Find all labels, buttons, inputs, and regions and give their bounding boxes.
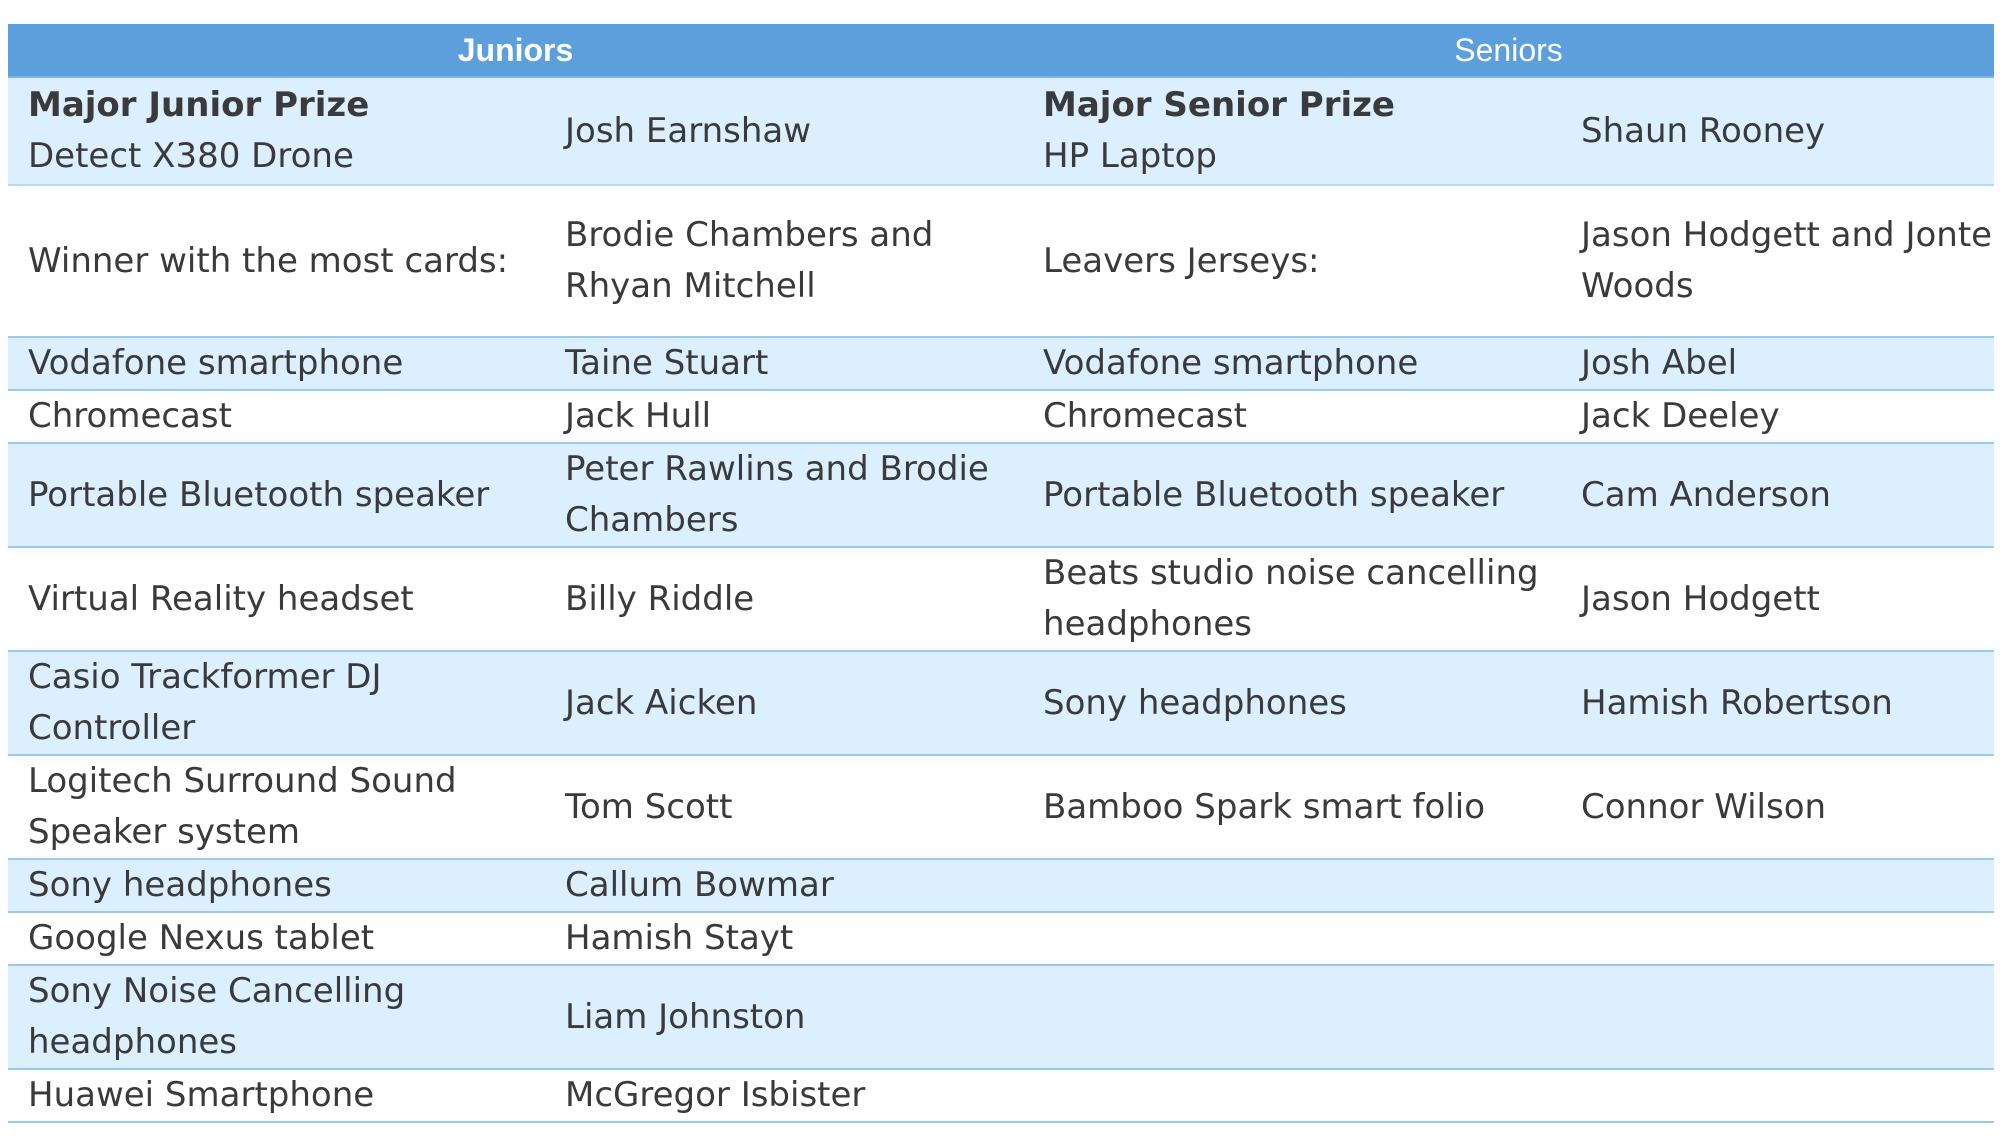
junior-prize: Vodafone smartphone <box>8 337 545 390</box>
table-header-row <box>8 24 1994 77</box>
senior-prize: Sony headphones <box>1023 651 1561 755</box>
junior-prize: Huawei Smartphone <box>8 1069 545 1122</box>
senior-prize: Vodafone smartphone <box>1023 337 1561 390</box>
major-junior-prize-title: Major Junior Prize <box>28 85 370 125</box>
senior-winner: Hamish Robertson <box>1561 651 1994 755</box>
junior-winner: Billy Riddle <box>545 547 1023 651</box>
senior-winner: Jason Hodgett <box>1561 547 1994 651</box>
senior-prize: Chromecast <box>1023 390 1561 443</box>
junior-prize: Sony headphones <box>8 859 545 912</box>
table-row <box>8 859 1994 912</box>
senior-winner <box>1561 965 1994 1069</box>
junior-winner: Liam Johnston <box>545 965 1023 1069</box>
major-junior-prize-item: Detect X380 Drone <box>28 136 354 176</box>
senior-winner: Jason Hodgett and Jonte Woods <box>1561 185 1994 337</box>
junior-prize: Chromecast <box>8 390 545 443</box>
junior-winner: Brodie Chambers and Rhyan Mitchell <box>545 185 1023 337</box>
junior-prize: Google Nexus tablet <box>8 912 545 965</box>
senior-winner: Connor Wilson <box>1561 755 1994 859</box>
table-row <box>8 443 1994 547</box>
senior-prize <box>1023 912 1561 965</box>
senior-winner: Jack Deeley <box>1561 390 1994 443</box>
junior-prize: Sony Noise Cancelling headphones <box>8 965 545 1069</box>
senior-prize: Bamboo Spark smart folio <box>1023 755 1561 859</box>
senior-prize: Beats studio noise cancelling headphones <box>1023 547 1561 651</box>
table-row <box>8 390 1994 443</box>
table-row <box>8 185 1994 337</box>
junior-winner: Peter Rawlins and Brodie Chambers <box>545 443 1023 547</box>
junior-prize: Logitech Surround Sound Speaker system <box>8 755 545 859</box>
major-prize-row <box>8 77 1994 185</box>
table-row <box>8 651 1994 755</box>
senior-winner <box>1561 1069 1994 1122</box>
prize-winners-table <box>8 24 1994 1123</box>
juniors-header: Juniors <box>8 24 1023 77</box>
senior-prize: Portable Bluetooth speaker <box>1023 443 1561 547</box>
senior-winner: Cam Anderson <box>1561 443 1994 547</box>
major-senior-prize-cell <box>1023 77 1561 185</box>
junior-winner: Callum Bowmar <box>545 859 1023 912</box>
junior-winner: Jack Aicken <box>545 651 1023 755</box>
junior-prize: Virtual Reality headset <box>8 547 545 651</box>
senior-prize: Leavers Jerseys: <box>1023 185 1561 337</box>
senior-winner <box>1561 912 1994 965</box>
major-junior-prize-cell <box>8 77 545 185</box>
table-row <box>8 337 1994 390</box>
senior-prize <box>1023 965 1561 1069</box>
junior-prize: Casio Trackformer DJ Controller <box>8 651 545 755</box>
senior-prize <box>1023 1069 1561 1122</box>
major-junior-winner: Josh Earnshaw <box>545 77 1023 185</box>
table-row <box>8 547 1994 651</box>
major-senior-winner: Shaun Rooney <box>1561 77 1994 185</box>
table-row <box>8 755 1994 859</box>
junior-prize: Portable Bluetooth speaker <box>8 443 545 547</box>
junior-winner: Jack Hull <box>545 390 1023 443</box>
seniors-header: Seniors <box>1023 24 1994 77</box>
junior-winner: Tom Scott <box>545 755 1023 859</box>
senior-prize <box>1023 859 1561 912</box>
major-senior-prize-item: HP Laptop <box>1043 136 1217 176</box>
major-senior-prize-title: Major Senior Prize <box>1043 85 1395 125</box>
junior-winner: McGregor Isbister <box>545 1069 1023 1122</box>
senior-winner: Josh Abel <box>1561 337 1994 390</box>
table-row <box>8 965 1994 1069</box>
junior-prize: Winner with the most cards: <box>8 185 545 337</box>
junior-winner: Taine Stuart <box>545 337 1023 390</box>
junior-winner: Hamish Stayt <box>545 912 1023 965</box>
senior-winner <box>1561 859 1994 912</box>
table-row <box>8 1069 1994 1122</box>
table-row <box>8 912 1994 965</box>
